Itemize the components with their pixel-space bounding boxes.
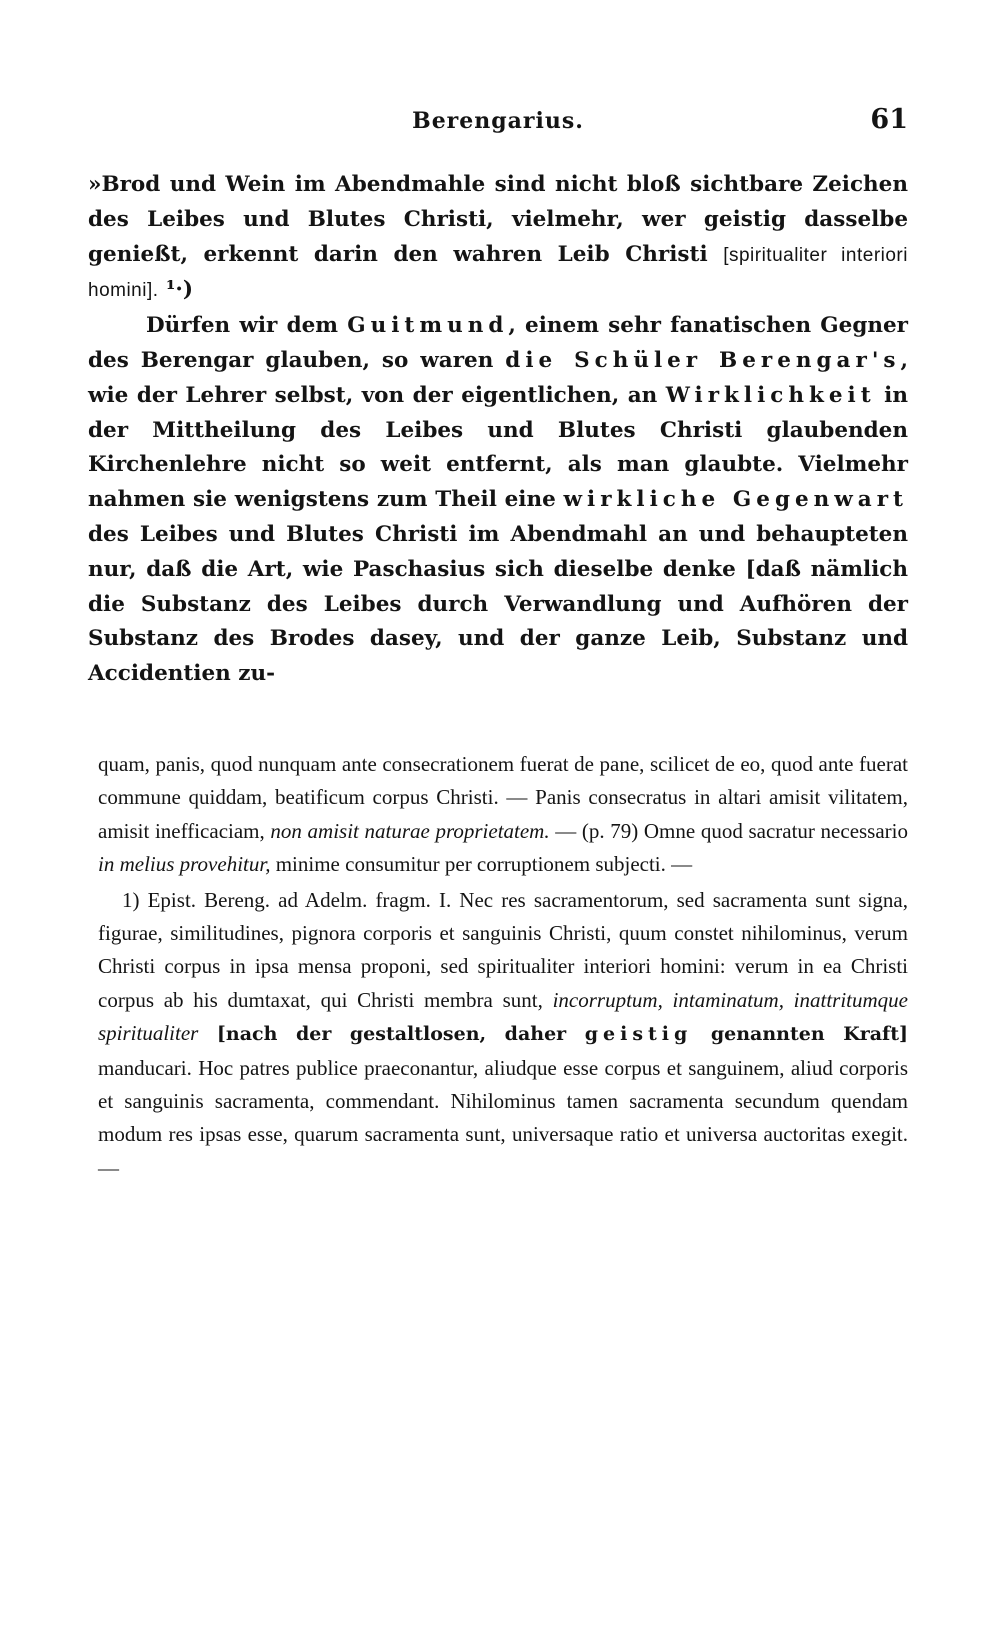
footnote-ref: ¹·) — [158, 277, 194, 303]
footnote-italic: in melius provehitur, — [98, 852, 271, 877]
paragraph-text: Dürfen wir dem — [146, 313, 348, 339]
paragraph-text: »Brod und Wein im Abendmahle sind nicht bloß sichtbare Zeichen des Leibes und Blutes Christi, vielmehr, wer geistig dasselbe genießt, erkennt darin den wahren Leib Christi — [88, 172, 908, 267]
main-paragraph-1 — [88, 168, 908, 309]
emphasis-name: Guitmund — [347, 313, 509, 339]
running-title: Berengarius. — [412, 108, 584, 134]
paragraph-text: , einem sehr fanatischen Gegner des Berengar glauben, so waren — [88, 313, 908, 373]
footnote-text: minime consumitur per corruptionem subjecti. — — [270, 852, 693, 877]
page-header — [88, 104, 908, 144]
footnote-continuation — [98, 748, 908, 882]
paragraph-text: in der Mittheilung des Leibes und Blutes Christi glaubenden Kirchenlehre nicht so weit entfernt, als man glaubte. Vielmehr nahmen sie wenigstens zum Theil eine — [88, 382, 908, 513]
footnote-1 — [98, 884, 908, 1186]
footnote-text: 1) Epist. Bereng. ad Adelm. fragm. I. Nec res sacramentorum, sed sacramenta sunt signa, figurae, similitudines, pignora corporis et sanguinis Christi, quum constet nihilominus, verum Christi corpus in ipsa mensa proponi, sed spiritualiter interiori homini: verum in ea Christi corpus ab his dumtaxat, qui Christi membra sunt, — [98, 887, 908, 1012]
footnote-italic: incorruptum, intaminatum, inattritumque spiritualiter — [98, 987, 909, 1046]
footnote-text: quam, panis, quod nunquam ante consecrationem fuerat de pane, scilicet de eo, quod ante fuerat commune quiddam, beatificum corpus Christi. — Panis consecratus in altari amisit vilitatem, amisit inefficaciam, — [98, 752, 908, 843]
paragraph-text: , wie der Lehrer selbst, von der eigentlichen, an — [88, 347, 909, 408]
main-text — [88, 168, 908, 692]
latin-quote: [spiritualiter interiori homini]. — [88, 244, 908, 302]
footnote-italic: non amisit naturae proprietatem. — [270, 818, 550, 843]
page-number: 61 — [870, 104, 908, 135]
footnote-german-gloss: [nach der gestaltlosen, daher — [198, 1023, 585, 1046]
paragraph-text: des Leibes und Blutes Christi im Abendmahl an und behaupteten nur, daß die Art, wie Paschasius sich dieselbe denke [daß nämlich die Substanz des Leibes durch Verwandlung und Aufhören der Substanz des Brodes dasey, und der ganze Leib, Substanz und Accidentien zu- — [88, 521, 908, 687]
footnote-text: manducari. Hoc patres publice praeconantur, aliudque esse corpus et sanguinem, aliud corporis et sanguinis sacramenta, commendant. Nihilominus tamen sacramenta secundum quendam modum res ipsas esse, quarum sacramenta sunt, universaque ratio et universa auctoritas exegit. — — [98, 1055, 908, 1180]
footnote-german-gloss: genannten Kraft] — [692, 1023, 908, 1046]
footnote-text: — (p. 79) Omne quod sacratur necessario — [549, 818, 909, 843]
emphasis-phrase: wirkliche Gegenwart — [563, 487, 908, 513]
main-paragraph-2 — [88, 309, 908, 692]
footnotes — [98, 748, 908, 1185]
footnote-german-emphasis: geistig — [584, 1023, 693, 1046]
emphasis-word: Wirklichkeit — [665, 382, 876, 408]
emphasis-phrase: die Schüler Berengar's — [505, 347, 901, 373]
